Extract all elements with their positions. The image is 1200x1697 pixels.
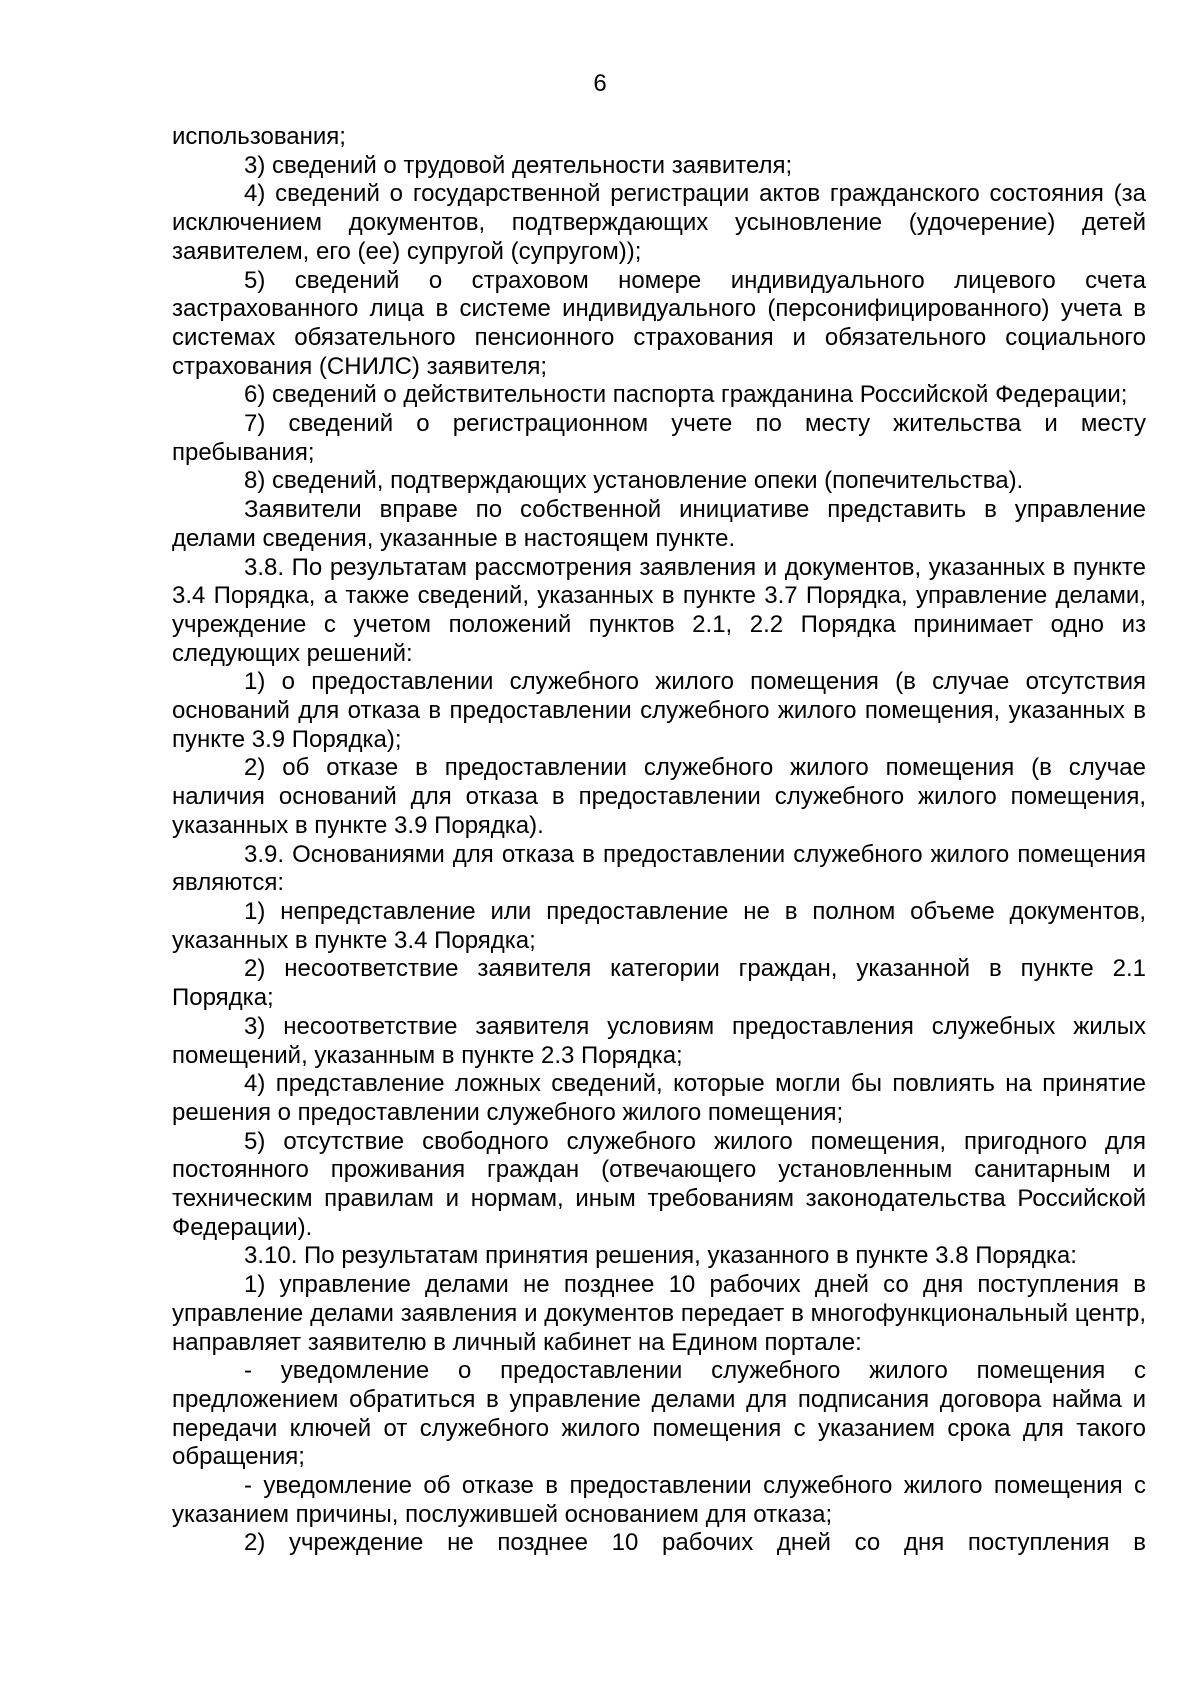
paragraph: 2) об отказе в предоставлении служебного жилого помещения (в случае наличия оснований для отказа в предоставлении служебного жилого помещения, указанных в пункте 3.9 Порядка). (172, 754, 1146, 839)
paragraph: - уведомление о предоставлении служебного жилого помещения с предложением обратиться в управление делами для подписания договора найма и передачи ключей от служебного жилого помещения с указанием срока для такого обращения; (172, 1357, 1146, 1471)
paragraph: 5) отсутствие свободного служебного жилого помещения, пригодного для постоянного проживания граждан (отвечающего установленным санитарным и техническим правилам и нормам, иным требованиям законодательства Российской Федерации). (172, 1127, 1146, 1241)
paragraph: 1) о предоставлении служебного жилого помещения (в случае отсутствия оснований для отказа в предоставлении служебного жилого помещения, указанных в пункте 3.9 Порядка); (172, 668, 1146, 753)
paragraph: 2) несоответствие заявителя категории граждан, указанной в пункте 2.1 Порядка; (172, 955, 1146, 1012)
paragraph: 7) сведений о регистрационном учете по месту жительства и месту пребывания; (172, 410, 1146, 466)
paragraph: 3.8. По результатам рассмотрения заявления и документов, указанных в пункте 3.4 Порядка, а также сведений, указанных в пункте 3.7 Порядка, управление делами, учреждение с учетом положений пунктов 2.1, 2.2 Порядка принимает одно из следующих решений: (172, 553, 1146, 667)
paragraph: 8) сведений, подтверждающих установление опеки (попечительства). (244, 467, 1024, 495)
paragraph: 3.10. По результатам принятия решения, указанного в пункте 3.8 Порядка: (244, 1242, 1077, 1270)
paragraph: 4) представление ложных сведений, которые могли бы повлиять на принятие решения о предоставлении служебного жилого помещения; (172, 1070, 1146, 1126)
paragraph: 4) сведений о государственной регистрации актов гражданского состояния (за исключением документов, подтверждающих усыновление (удочерение) детей заявителем, его (ее) супругой (супругом)); (172, 180, 1146, 265)
paragraph: 3) сведений о трудовой деятельности заявителя; (244, 151, 793, 179)
paragraph: 5) сведений о страховом номере индивидуального лицевого счета застрахованного лица в системе индивидуального (персонифицированного) учета в системах обязательного пенсионного страхования и обязательного социального страхования (СНИЛС) заявителя; (172, 266, 1146, 380)
paragraph: 2) учреждение не позднее 10 рабочих дней со дня поступления в (244, 1529, 1146, 1557)
paragraph: Заявители вправе по собственной инициативе представить в управление делами сведения, указанные в настоящем пункте. (172, 496, 1146, 552)
paragraph: 3.9. Основаниями для отказа в предоставлении служебного жилого помещения являются: (172, 840, 1146, 897)
paragraph: - уведомление об отказе в предоставлении служебного жилого помещения с указанием причины, послужившей основанием для отказа; (172, 1472, 1146, 1528)
paragraph: 1) управление делами не позднее 10 рабочих дней со дня поступления в управление делами заявления и документов передает в многофункциональный центр, направляет заявителю в личный кабинет на Едином портале: (172, 1271, 1146, 1356)
paragraph: 3) несоответствие заявителя условиям предоставления служебных жилых помещений, указанным в пункте 2.3 Порядка; (172, 1012, 1146, 1069)
document-body (172, 123, 1146, 1558)
paragraph: 6) сведений о действительности паспорта гражданина Российской Федерации; (244, 381, 1128, 409)
paragraph: использования; (172, 123, 346, 150)
paragraph: 1) непредставление или предоставление не в полном объеме документов, указанных в пункте 3.4 Порядка; (172, 897, 1146, 954)
page-number: 6 (593, 70, 607, 97)
